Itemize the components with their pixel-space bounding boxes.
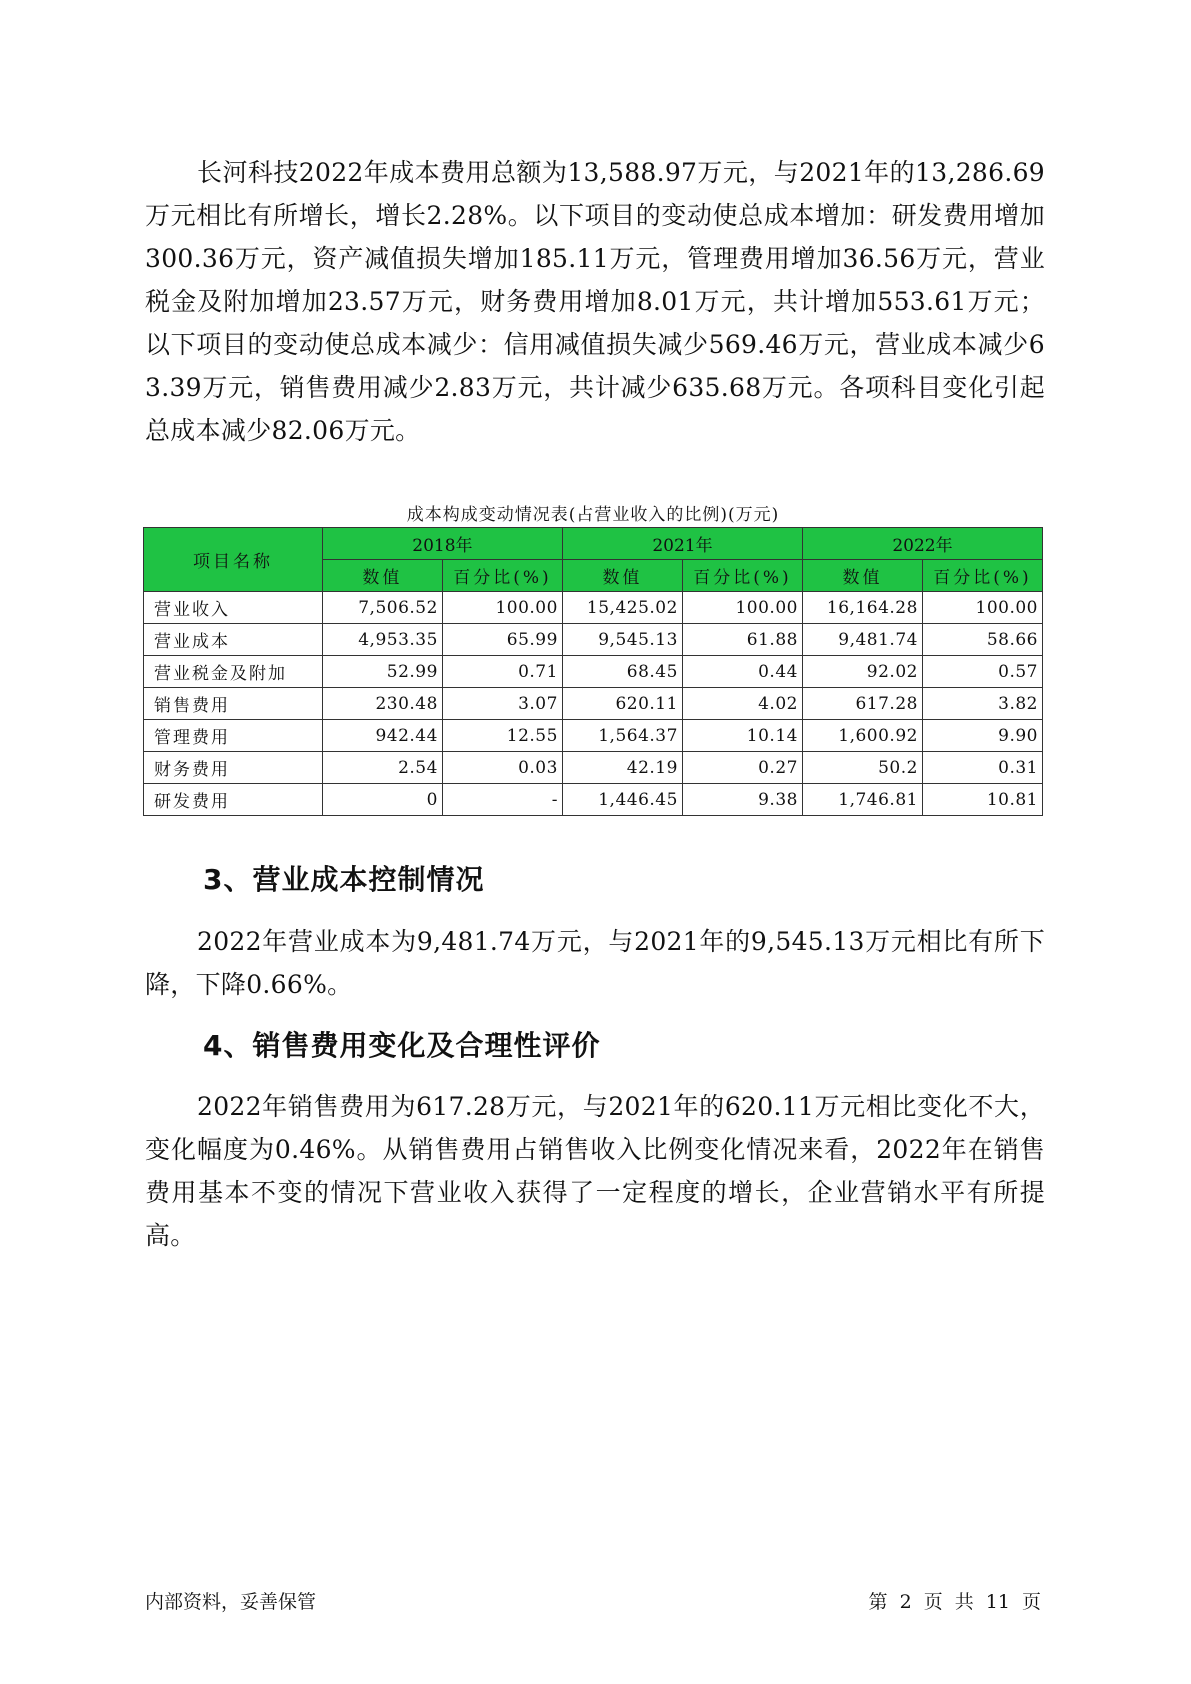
cell-percent-2022: 100.00 <box>922 592 1042 624</box>
header-year-2018: 2018年 <box>322 528 562 560</box>
cell-value-2021: 1,564.37 <box>562 720 682 752</box>
cell-value-2021: 1,446.45 <box>562 784 682 816</box>
header-value-2021: 数值 <box>562 560 682 592</box>
cell-percent-2018: 0.03 <box>442 752 562 784</box>
cell-percent-2018: 0.71 <box>442 656 562 688</box>
cell-value-2022: 9,481.74 <box>802 624 922 656</box>
table-row <box>144 656 1043 688</box>
cell-percent-2021: 0.44 <box>682 656 802 688</box>
cell-percent-2021: 4.02 <box>682 688 802 720</box>
row-name: 财务费用 <box>144 752 323 784</box>
cell-percent-2021: 0.27 <box>682 752 802 784</box>
paragraph-cost-summary: 长河科技2022年成本费用总额为13,588.97万元，与2021年的13,286.69万元相比有所增长，增长2.28%。以下项目的变动使总成本增加：研发费用增加300.36万元，资产减值损失增加185.11万元，管理费用增加36.56万元，营业税金及附加增加23.57万元，财务费用增加8.01万元，共计增加553.61万元；以下项目的变动使总成本减少：信用减值损失减少569.46万元，营业成本减少63.39万元，销售费用减少2.83万元，共计减少635.68万元。各项科目变化引起总成本减少82.06万元。 <box>145 158 1045 445</box>
header-value-2022: 数值 <box>802 560 922 592</box>
cell-percent-2018: 65.99 <box>442 624 562 656</box>
table-caption: 成本构成变动情况表(占营业收入的比例)(万元) <box>406 505 780 525</box>
footer-page-number: 第 2 页 共 11 页 <box>868 1591 1041 1613</box>
cell-value-2021: 15,425.02 <box>562 592 682 624</box>
row-name: 营业成本 <box>144 624 323 656</box>
cell-value-2018: 4,953.35 <box>322 624 442 656</box>
cell-percent-2022: 3.82 <box>922 688 1042 720</box>
row-name: 管理费用 <box>144 720 323 752</box>
cell-percent-2022: 58.66 <box>922 624 1042 656</box>
cell-value-2018: 0 <box>322 784 442 816</box>
row-name: 营业收入 <box>144 592 323 624</box>
section-title-sales-expense: 4、销售费用变化及合理性评价 <box>203 1029 601 1062</box>
footer-confidential-note: 内部资料，妥善保管 <box>145 1591 317 1613</box>
cell-value-2022: 1,600.92 <box>802 720 922 752</box>
table-row <box>144 752 1043 784</box>
cell-percent-2021: 61.88 <box>682 624 802 656</box>
table-row <box>144 784 1043 816</box>
cell-value-2021: 68.45 <box>562 656 682 688</box>
cell-value-2021: 9,545.13 <box>562 624 682 656</box>
cell-percent-2022: 0.31 <box>922 752 1042 784</box>
row-name: 研发费用 <box>144 784 323 816</box>
table-row <box>144 720 1043 752</box>
cell-value-2022: 92.02 <box>802 656 922 688</box>
cell-value-2021: 42.19 <box>562 752 682 784</box>
cell-percent-2022: 10.81 <box>922 784 1042 816</box>
row-name: 营业税金及附加 <box>144 656 323 688</box>
cell-percent-2022: 9.90 <box>922 720 1042 752</box>
cell-percent-2021: 9.38 <box>682 784 802 816</box>
section-title-operating-cost: 3、营业成本控制情况 <box>203 863 485 896</box>
cell-value-2022: 16,164.28 <box>802 592 922 624</box>
cell-percent-2018: - <box>442 784 562 816</box>
header-percent-2018: 百分比(%) <box>442 560 562 592</box>
paragraph-sales-expense: 2022年销售费用为617.28万元，与2021年的620.11万元相比变化不大，变化幅度为0.46%。从销售费用占销售收入比例变化情况来看，2022年在销售费用基本不变的情况下营业收入获得了一定程度的增长，企业营销水平有所提高。 <box>145 1092 1045 1250</box>
cell-percent-2021: 100.00 <box>682 592 802 624</box>
cell-value-2021: 620.11 <box>562 688 682 720</box>
table-row <box>144 592 1043 624</box>
header-value-2018: 数值 <box>322 560 442 592</box>
cell-percent-2018: 100.00 <box>442 592 562 624</box>
cell-value-2022: 50.2 <box>802 752 922 784</box>
cell-percent-2022: 0.57 <box>922 656 1042 688</box>
cell-value-2018: 2.54 <box>322 752 442 784</box>
cell-percent-2021: 10.14 <box>682 720 802 752</box>
cell-percent-2018: 12.55 <box>442 720 562 752</box>
header-percent-2022: 百分比(%) <box>922 560 1042 592</box>
table-header-row-years <box>144 528 1043 560</box>
header-year-2022: 2022年 <box>802 528 1042 560</box>
cost-structure-table <box>143 527 1043 816</box>
cell-value-2018: 942.44 <box>322 720 442 752</box>
cell-value-2018: 230.48 <box>322 688 442 720</box>
header-year-2021: 2021年 <box>562 528 802 560</box>
header-percent-2021: 百分比(%) <box>682 560 802 592</box>
cell-value-2022: 1,746.81 <box>802 784 922 816</box>
paragraph-operating-cost: 2022年营业成本为9,481.74万元，与2021年的9,545.13万元相比有所下降，下降0.66%。 <box>145 927 1045 999</box>
cell-percent-2018: 3.07 <box>442 688 562 720</box>
table-row <box>144 624 1043 656</box>
header-item-name: 项目名称 <box>144 528 323 592</box>
cell-value-2018: 7,506.52 <box>322 592 442 624</box>
cell-value-2018: 52.99 <box>322 656 442 688</box>
table-row <box>144 688 1043 720</box>
row-name: 销售费用 <box>144 688 323 720</box>
cell-value-2022: 617.28 <box>802 688 922 720</box>
